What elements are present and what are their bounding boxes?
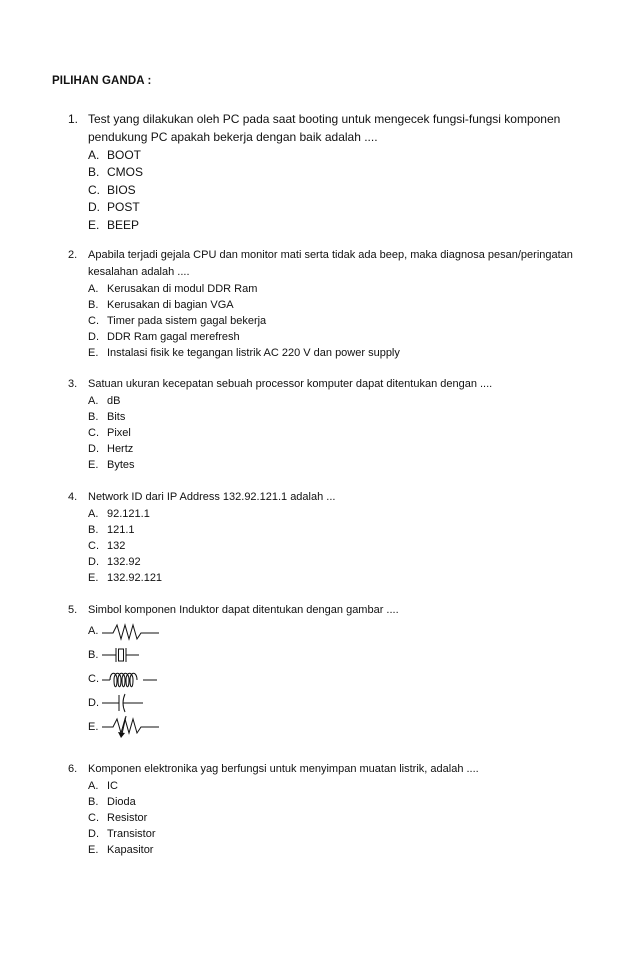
- option-text: 92.121.1: [107, 508, 150, 520]
- question-number: 6.: [68, 763, 78, 775]
- option-text: Timer pada sistem gagal bekerja: [107, 315, 267, 327]
- question-number: 3.: [68, 378, 78, 390]
- option-text: Instalasi fisik ke tegangan listrik AC 220 V dan power supply: [107, 347, 400, 359]
- question-number: 2.: [68, 249, 78, 261]
- option-letter: B.: [88, 299, 99, 311]
- option-d[interactable]: [88, 329, 588, 345]
- question-2: [68, 247, 588, 361]
- option-text: Bits: [107, 411, 126, 423]
- option-letter: D.: [88, 200, 100, 215]
- option-text: POST: [107, 200, 140, 215]
- question-number: 4.: [68, 491, 78, 503]
- option-letter: B.: [88, 524, 99, 536]
- option-text: BIOS: [107, 182, 136, 197]
- option-text: Pixel: [107, 427, 131, 439]
- option-letter: E.: [88, 459, 99, 471]
- option-text: Resistor: [107, 812, 148, 824]
- option-c[interactable]: [88, 313, 588, 329]
- question-1: [68, 110, 588, 234]
- option-list: [88, 393, 588, 473]
- option-letter: D.: [88, 556, 99, 568]
- question-5: [68, 602, 588, 739]
- inductor-symbol-icon: [101, 669, 159, 689]
- option-text: 132: [107, 540, 126, 552]
- option-b[interactable]: [88, 164, 588, 182]
- variable-resistor-symbol-icon: [101, 715, 161, 739]
- option-letter: A.: [88, 508, 99, 520]
- option-list: [88, 146, 588, 234]
- option-letter: A.: [88, 625, 99, 637]
- option-letter: A.: [88, 283, 99, 295]
- option-c[interactable]: [88, 810, 588, 826]
- option-letter: E.: [88, 572, 99, 584]
- option-e[interactable]: [88, 216, 588, 234]
- option-a[interactable]: [88, 778, 588, 794]
- option-letter: B.: [88, 649, 99, 661]
- option-e[interactable]: [88, 715, 588, 739]
- option-b[interactable]: [88, 297, 588, 313]
- option-text: Dioda: [107, 796, 136, 808]
- question-number: 1.: [68, 112, 79, 126]
- option-a[interactable]: [88, 281, 588, 297]
- option-text: Bytes: [107, 459, 135, 471]
- question-4: [68, 489, 588, 586]
- option-list: [88, 281, 588, 361]
- option-b[interactable]: [88, 794, 588, 810]
- option-text: DDR Ram gagal merefresh: [107, 331, 240, 343]
- option-list: [88, 778, 588, 858]
- option-text: BEEP: [107, 217, 140, 232]
- option-text: CMOS: [107, 165, 143, 180]
- option-text: Hertz: [107, 443, 134, 455]
- question-text: Simbol komponen Induktor dapat ditentukan dengan gambar ....: [88, 604, 399, 616]
- option-letter: B.: [88, 796, 99, 808]
- option-b[interactable]: [88, 643, 588, 667]
- option-letter: D.: [88, 697, 99, 709]
- option-list: [88, 506, 588, 586]
- option-letter: B.: [88, 411, 99, 423]
- option-letter: D.: [88, 828, 99, 840]
- option-list: [88, 619, 588, 739]
- question-number: 5.: [68, 604, 78, 616]
- option-letter: C.: [88, 812, 99, 824]
- option-d[interactable]: [88, 826, 588, 842]
- option-letter: A.: [88, 780, 99, 792]
- option-letter: C.: [88, 182, 100, 197]
- option-e[interactable]: [88, 570, 588, 586]
- question-text: Komponen elektronika yag berfungsi untuk menyimpan muatan listrik, adalah ....: [88, 763, 479, 775]
- option-letter: D.: [88, 331, 99, 343]
- option-letter: E.: [88, 721, 99, 733]
- option-d[interactable]: [88, 199, 588, 217]
- option-d[interactable]: [88, 441, 588, 457]
- option-text: Transistor: [107, 828, 156, 840]
- option-c[interactable]: [88, 538, 588, 554]
- option-a[interactable]: [88, 506, 588, 522]
- option-text: 132.92: [107, 556, 141, 568]
- question-6: [68, 761, 588, 858]
- option-letter: C.: [88, 427, 99, 439]
- question-3: [68, 376, 588, 473]
- option-a[interactable]: [88, 393, 588, 409]
- option-b[interactable]: [88, 522, 588, 538]
- option-letter: A.: [88, 395, 99, 407]
- question-text: Test yang dilakukan oleh PC pada saat booting untuk mengecek fungsi-fungsi komponen pendukung PC apakah bekerja dengan baik adalah ....: [88, 112, 561, 144]
- option-letter: C.: [88, 315, 99, 327]
- option-e[interactable]: [88, 345, 588, 361]
- resistor-symbol-icon: [101, 621, 161, 641]
- option-letter: D.: [88, 443, 99, 455]
- option-c[interactable]: [88, 425, 588, 441]
- option-b[interactable]: [88, 409, 588, 425]
- question-text: Satuan ukuran kecepatan sebuah processor komputer dapat ditentukan dengan ....: [88, 378, 493, 390]
- option-a[interactable]: [88, 146, 588, 164]
- option-letter: E.: [88, 217, 100, 232]
- option-text: Kapasitor: [107, 844, 154, 856]
- option-e[interactable]: [88, 842, 588, 858]
- option-letter: E.: [88, 347, 99, 359]
- option-letter: C.: [88, 540, 99, 552]
- option-text: Kerusakan di bagian VGA: [107, 299, 234, 311]
- option-text: 121.1: [107, 524, 135, 536]
- option-text: dB: [107, 395, 121, 407]
- option-d[interactable]: [88, 554, 588, 570]
- option-letter: C.: [88, 673, 99, 685]
- option-letter: A.: [88, 147, 100, 162]
- option-letter: E.: [88, 844, 99, 856]
- option-a[interactable]: [88, 619, 588, 643]
- crystal-symbol-icon: [101, 645, 141, 665]
- capacitor-symbol-icon: [101, 692, 145, 714]
- option-letter: B.: [88, 165, 100, 180]
- option-c[interactable]: [88, 667, 588, 691]
- option-text: Kerusakan di modul DDR Ram: [107, 283, 258, 295]
- option-text: IC: [107, 780, 118, 792]
- option-text: BOOT: [107, 147, 142, 162]
- question-text: Apabila terjadi gejala CPU dan monitor mati serta tidak ada beep, maka diagnosa pesan/peringatan kesalahan adalah ....: [88, 249, 573, 278]
- option-e[interactable]: [88, 457, 588, 473]
- question-text: Network ID dari IP Address 132.92.121.1 adalah ...: [88, 491, 336, 503]
- section-heading: PILIHAN GANDA :: [52, 75, 152, 87]
- option-c[interactable]: [88, 181, 588, 199]
- option-text: 132.92.121: [107, 572, 163, 584]
- option-d[interactable]: [88, 691, 588, 715]
